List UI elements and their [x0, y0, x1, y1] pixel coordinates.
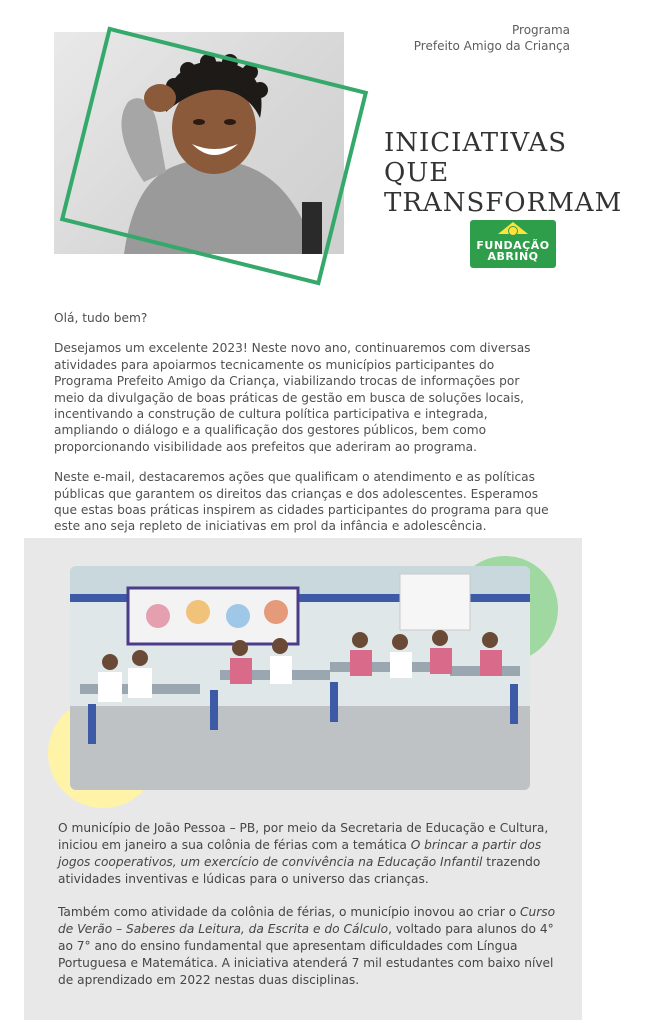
- program-line-1: Programa: [512, 23, 570, 37]
- program-line-2: Prefeito Amigo da Criança: [413, 39, 570, 53]
- fundacao-abrinq-logo: [470, 220, 556, 268]
- story-text: [58, 820, 558, 1005]
- headline-line-1: INICIATIVAS QUE: [384, 128, 568, 188]
- course-title: Curso de Verão – Saberes da Leitura, da Escrita e do Cálculo: [58, 905, 556, 936]
- intro-paragraph-1: Desejamos um excelente 2023! Neste novo ano, continuaremos com diversas atividades para apoiarmos tecnicamente os municípios participantes do Programa Prefeito Amigo da Criança, viabilizando trocas de informações por meio da divulgação de boas práticas de gestão em busca de soluções locais, incentivando a construção de cultura política participativa e integrada, ampliando o diálogo e a qualificação dos gestores públicos, bem como proporcionando visibilidade aos prefeitos que aderiram ao programa.: [54, 341, 531, 454]
- header: [24, 8, 623, 298]
- intro-paragraph-2: Neste e-mail, destacaremos ações que qualificam o atendimento e as políticas públicas que garantem os direitos das crianças e dos adolescentes. Esperamos que estas boas práticas inspirem as cidades participantes do programa para que este ano seja repleto de iniciativas em prol da infância e adolescência.: [54, 470, 549, 534]
- greeting: Olá, tudo bem?: [54, 311, 148, 325]
- hero-photo: [54, 32, 354, 254]
- headline-line-2: TRANSFORMAM: [384, 188, 623, 218]
- logo-line-1: FUNDAÇÃO: [476, 239, 550, 252]
- intro-section: [54, 310, 550, 549]
- headline: [384, 128, 623, 218]
- classroom-photo: [70, 566, 530, 790]
- classroom-scene: [70, 566, 530, 790]
- story-paragraph-2: Também como atividade da colônia de férias, o município inovou ao criar o Curso de Verão – Saberes da Leitura, da Escrita e do Cálculo, voltado para alunos do 4° ao 7° ano do ensino fundamental que apresentam dificuldades com Língua Portuguesa e Matemática. A iniciativa atenderá 7 mil estudantes com baixo nível de aprendizado em 2022 nestas duas disciplinas.: [58, 905, 556, 987]
- story-paragraph-1: O município de João Pessoa – PB, por meio da Secretaria de Educação e Cultura, iniciou em janeiro a sua colônia de férias com a temática O brincar a partir dos jogos cooperativos, um exercício de convivência na Educação Infantil trazendo atividades inventivas e lúdicas para o universo das crianças.: [58, 821, 549, 886]
- newsletter: [24, 8, 623, 1016]
- program-name: [414, 22, 570, 54]
- story-section: [24, 538, 582, 1020]
- story-theme-title: O brincar a partir dos jogos cooperativos, um exercício de convivência na Educação Infantil: [58, 838, 542, 869]
- logo-line-2: ABRINQ: [487, 250, 539, 263]
